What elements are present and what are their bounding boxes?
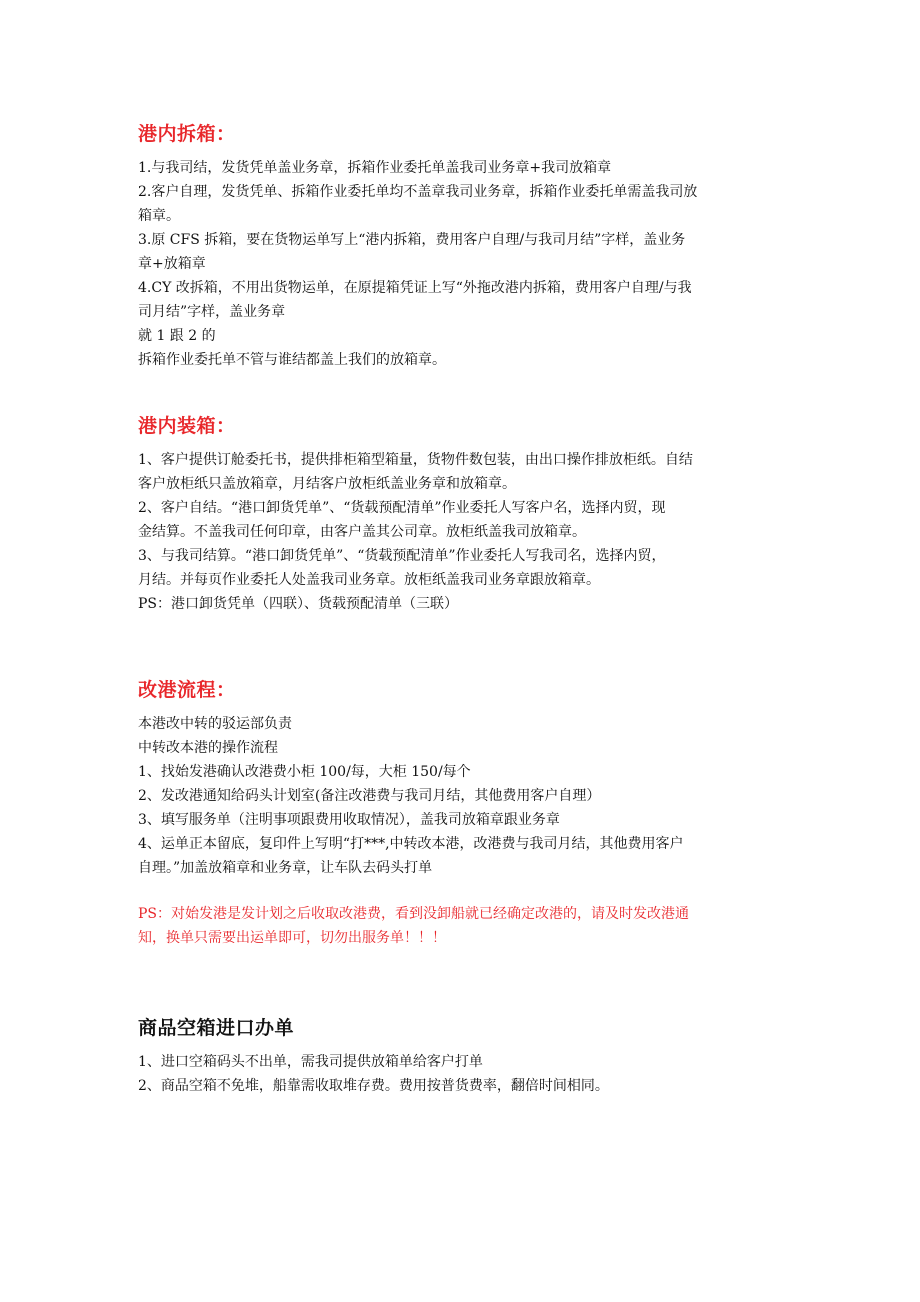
section-title: 商品空箱进口办单 [138,1017,295,1039]
section-title: 港内拆箱： [138,123,236,145]
paragraph-line: 自理。”加盖放箱章和业务章，让车队去码头打单 [138,860,433,876]
paragraph-line: 中转改本港的操作流程 [138,740,278,756]
paragraph-line: 本港改中转的驳运部负责 [138,716,292,732]
paragraph-line: 月结。并每页作业委托人处盖我司业务章。放柜纸盖我司业务章跟放箱章。 [138,572,600,588]
paragraph-line: 拆箱作业委托单不管与谁结都盖上我们的放箱章。 [138,352,446,368]
section-empty-container-import [138,1016,788,1098]
paragraph-line: 2、商品空箱不免堆，船靠需收取堆存费。费用按普货费率，翻倍时间相同。 [138,1078,609,1094]
paragraph-line: 2、客户自结。“港口卸货凭单”、“货载预配清单”作业委托人写客户名，选择内贸，现 [138,500,666,516]
paragraph-line: 3.原 CFS 拆箱，要在货物运单写上“港内拆箱，费用客户自理/与我司月结”字样，盖业务 [138,232,686,248]
paragraph-line: 2、发改港通知给码头计划室(备注改港费与我司月结，其他费用客户自理） [138,788,601,804]
paragraph-line: 箱章。 [138,208,180,224]
paragraph-line: 1、客户提供订舱委托书，提供排柜箱型箱量，货物件数包装，由出口操作排放柜纸。自结 [138,452,693,468]
paragraph-line: 2.客户自理，发货凭单、拆箱作业委托单均不盖章我司业务章，拆箱作业委托单需盖我司放 [138,184,698,200]
paragraph-line: 3、与我司结算。“港口卸货凭单”、“货载预配清单”作业委托人写我司名，选择内贸， [138,548,666,564]
paragraph-line: PS：港口卸货凭单（四联）、货载预配清单（三联） [138,596,459,612]
section-port-unpacking [138,122,788,372]
section-port-packing [138,414,788,616]
warning-note: 知，换单只需要出运单即可，切勿出服务单！！！ [138,930,446,946]
section-port-change [138,678,788,950]
paragraph-line: 4、运单正本留底，复印件上写明“打***,中转改本港，改港费与我司月结，其他费用客户 [138,836,684,852]
paragraph-line: 1.与我司结，发货凭单盖业务章，拆箱作业委托单盖我司业务章+我司放箱章 [138,160,612,176]
paragraph-line: 1、进口空箱码头不出单，需我司提供放箱单给客户打单 [138,1054,483,1070]
paragraph-line: 司月结”字样，盖业务章 [138,304,286,320]
paragraph-line: 金结算。不盖我司任何印章，由客户盖其公司章。放柜纸盖我司放箱章。 [138,524,586,540]
paragraph-line: 1、找始发港确认改港费小柜 100/每，大柜 150/每个 [138,764,471,780]
paragraph-line: 3、填写服务单（注明事项跟费用收取情况），盖我司放箱章跟业务章 [138,812,560,828]
section-title: 港内装箱： [138,415,236,437]
paragraph-line: 就 1 跟 2 的 [138,328,216,344]
paragraph-line: 章+放箱章 [138,256,206,272]
section-title: 改港流程： [138,679,236,701]
paragraph-line: 客户放柜纸只盖放箱章，月结客户放柜纸盖业务章和放箱章。 [138,476,516,492]
paragraph-line: 4.CY 改拆箱，不用出货物运单，在原提箱凭证上写“外拖改港内拆箱，费用客户自理/与我 [138,280,692,296]
warning-note: PS：对始发港是发计划之后收取改港费，看到没卸船就已经确定改港的，请及时发改港通 [138,906,690,922]
